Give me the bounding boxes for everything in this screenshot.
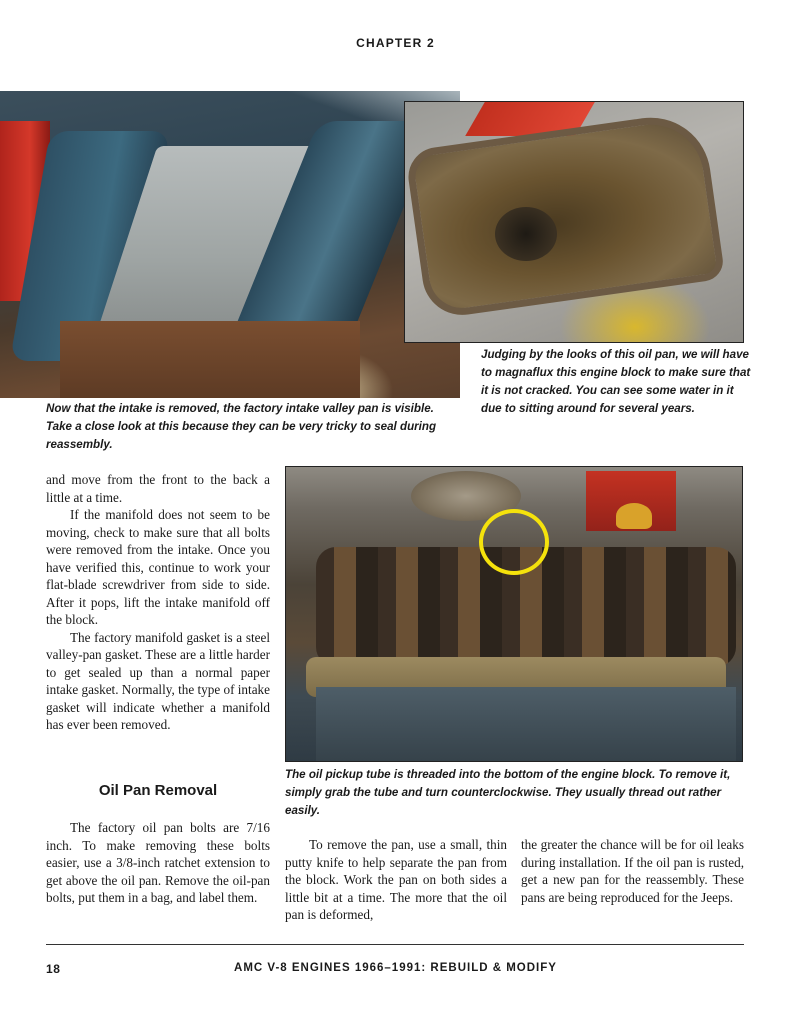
paragraph: The factory manifold gasket is a steel valley-pan gasket. These are a little harder to get sealed up than a normal paper intake gasket. Normally, the type of intake gasket will indicate whether a manifold has ever been removed. <box>46 629 270 732</box>
section-heading: Oil Pan Removal <box>98 782 218 799</box>
chapter-header: CHAPTER 2 <box>356 36 435 50</box>
figure-caption-valley-pan: Now that the intake is removed, the factory intake valley pan is visible. Take a close look at this because they can be very tricky to seal during reassembly. <box>46 402 437 451</box>
body-column-middle <box>285 836 507 924</box>
photo-cart-opening <box>616 503 652 529</box>
paragraph: To remove the pan, use a small, thin putty knife to help separate the pan from the block. Work the pan on both sides a little bit at a time. The more that the oil pan is deformed, <box>285 837 507 922</box>
paragraph: and move from the front to the back a little at a time. <box>46 472 270 505</box>
figure-caption-pickup-tube: The oil pickup tube is threaded into the bottom of the engine block. To remove it, simply grab the tube and turn counterclockwise. They usually thread out rather easily. <box>285 768 731 817</box>
footer-rule <box>46 944 744 945</box>
book-title: AMC V-8 ENGINES 1966–1991: REBUILD & MODIFY <box>234 962 557 974</box>
oil-pickup-tube-photo <box>285 466 743 762</box>
page-number: 18 <box>46 962 61 976</box>
figure-caption-oil-pan: Judging by the looks of this oil pan, we will have to magnaflux this engine block to make sure that it is not cracked. You can see some water in it due to sitting around for several years. <box>481 348 751 415</box>
body-column-right <box>521 836 744 906</box>
paragraph: If the manifold does not seem to be moving, check to make sure that all bolts were removed from the intake. Once you have verified this, continue to work your flat-blade screwdriver from side to side. After it pops, lift the intake manifold off the block. <box>46 507 270 627</box>
oil-pan-photo <box>404 101 744 343</box>
body-column-left-top <box>46 471 270 734</box>
photo-engine-block <box>60 321 360 398</box>
highlight-circle <box>479 509 549 575</box>
body-column-left-bottom <box>46 819 270 907</box>
paragraph: The factory oil pan bolts are 7/16 inch. To make removing these bolts easier, use a 3/8-inch ratchet extension to get above the oil pan. Remove the oil-pan bolts, put them in a bag, and label them. <box>46 820 270 905</box>
photo-engine-block-lower <box>316 687 736 762</box>
intake-valley-pan-photo <box>0 91 460 398</box>
photo-oil-pan-sump <box>495 207 557 261</box>
photo-oil-pan <box>405 110 726 320</box>
paragraph: the greater the chance will be for oil leaks during installation. If the oil pan is rusted, get a new pan for the reassembly. These pans are being reproduced for the Jeeps. <box>521 837 744 905</box>
